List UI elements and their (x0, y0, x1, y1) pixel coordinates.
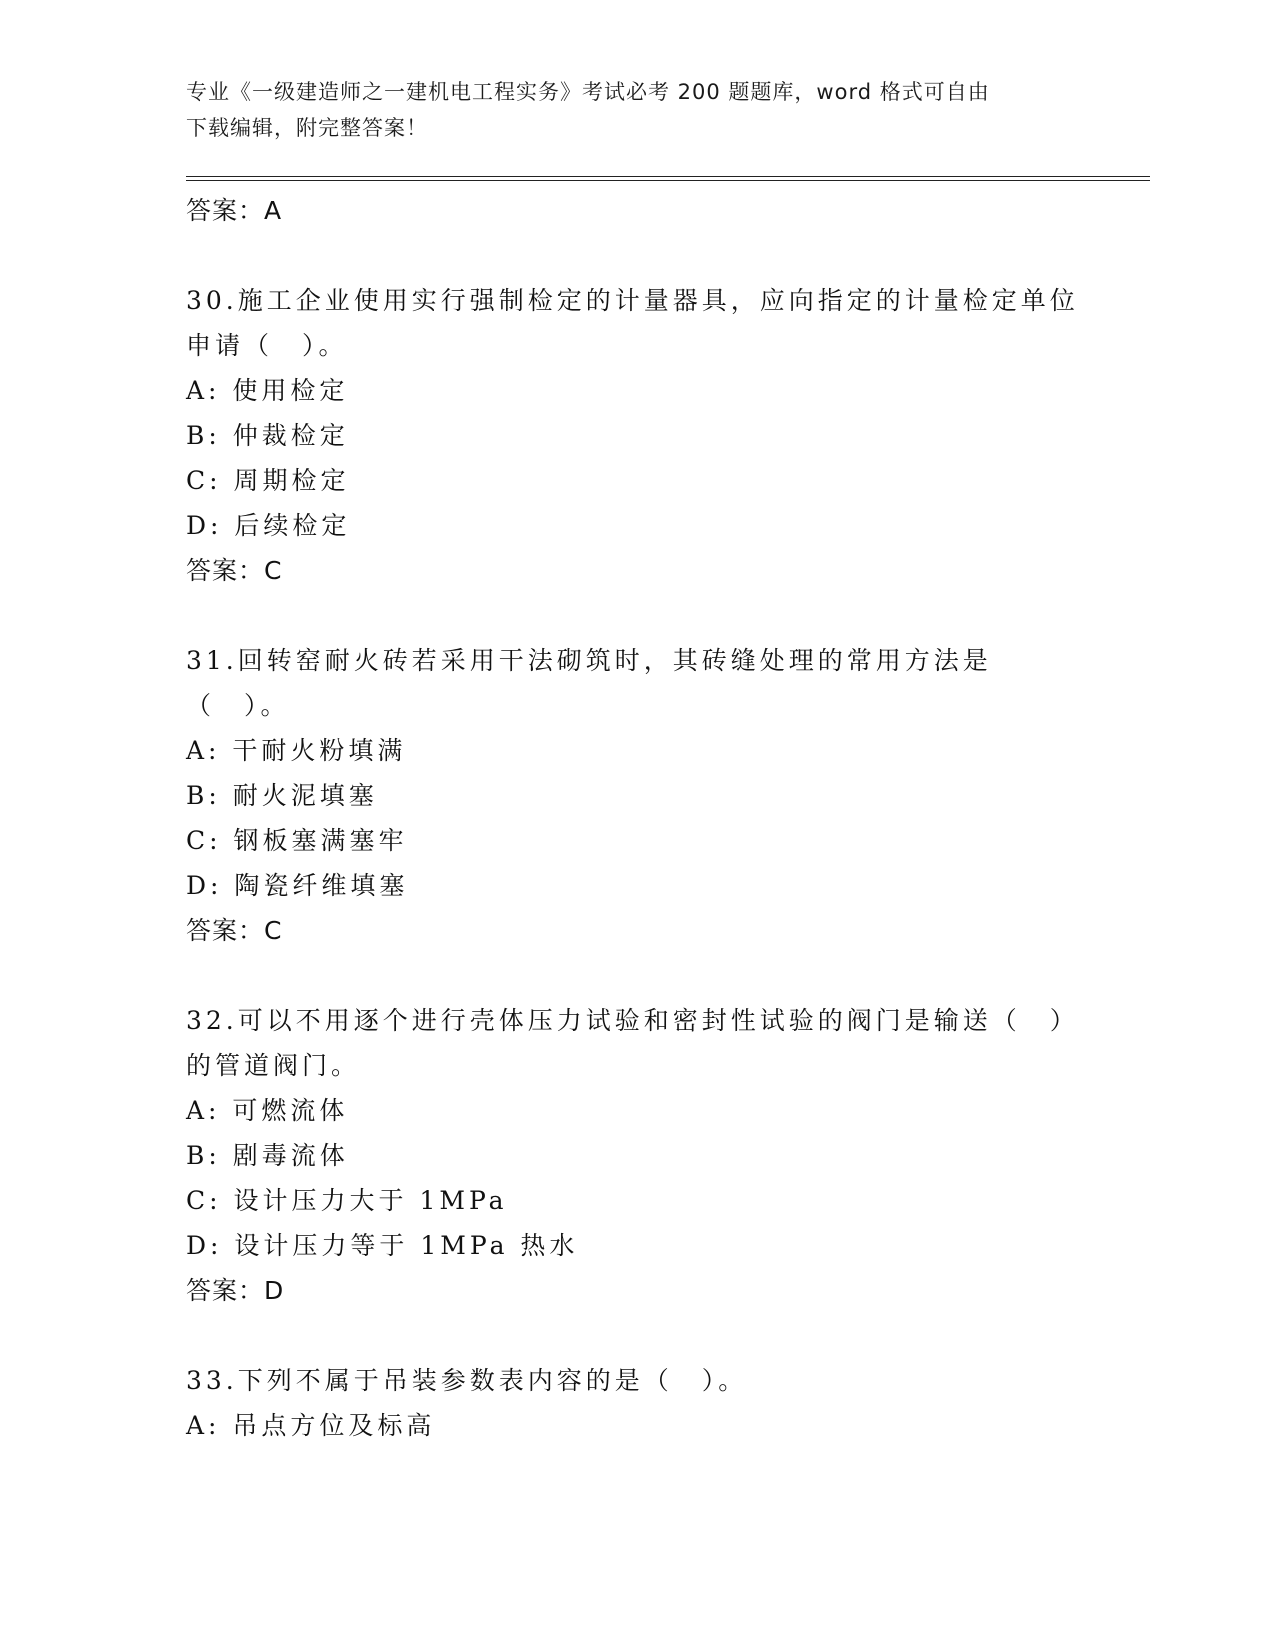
option-c: C: 周期检定 (186, 466, 350, 495)
option-b: B: 耐火泥填塞 (186, 781, 378, 810)
option-a: A: 可燃流体 (186, 1096, 349, 1125)
document-header (186, 74, 1086, 146)
option-a: A: 使用检定 (186, 376, 349, 405)
question-text: 33.下列不属于吊装参数表内容的是（ ）。 (186, 1366, 748, 1395)
answer-line: 答案：D (186, 1276, 285, 1305)
option-a: A: 吊点方位及标高 (186, 1411, 436, 1440)
spacer (186, 954, 1086, 998)
option-b: B: 剧毒流体 (186, 1141, 349, 1170)
question-text: 31.回转窑耐火砖若采用干法砌筑时，其砖缝处理的常用方法是（ ）。 (186, 646, 992, 720)
answer-line: 答案：C (186, 556, 283, 585)
header-line-1: 专业《一级建造师之一建机电工程实务》考试必考 200 题题库，word 格式可自由 (186, 80, 990, 104)
question-text: 30.施工企业使用实行强制检定的计量器具，应向指定的计量检定单位申请（ ）。 (186, 286, 1079, 360)
spacer (186, 1314, 1086, 1358)
answer-line: 答案：C (186, 916, 283, 945)
option-a: A: 干耐火粉填满 (186, 736, 407, 765)
option-d: D: 后续检定 (186, 511, 351, 540)
header-line-2: 下载编辑，附完整答案！ (186, 116, 428, 140)
option-d: D: 陶瓷纤维填塞 (186, 871, 409, 900)
option-c: C: 钢板塞满塞牢 (186, 826, 408, 855)
previous-answer: 答案：A (186, 196, 283, 225)
question-text: 32.可以不用逐个进行壳体压力试验和密封性试验的阀门是输送（ ）的管道阀门。 (186, 1006, 1079, 1080)
spacer (186, 234, 1086, 278)
header-divider (186, 176, 1150, 181)
question-list (186, 188, 1086, 1448)
question-block-32 (186, 998, 1086, 1314)
question-block-30 (186, 278, 1086, 594)
option-b: B: 仲裁检定 (186, 421, 349, 450)
question-block-33 (186, 1358, 1086, 1448)
question-block-31 (186, 638, 1086, 954)
option-c: C: 设计压力大于 1MPa (186, 1186, 508, 1215)
spacer (186, 594, 1086, 638)
option-d: D: 设计压力等于 1MPa 热水 (186, 1231, 579, 1260)
